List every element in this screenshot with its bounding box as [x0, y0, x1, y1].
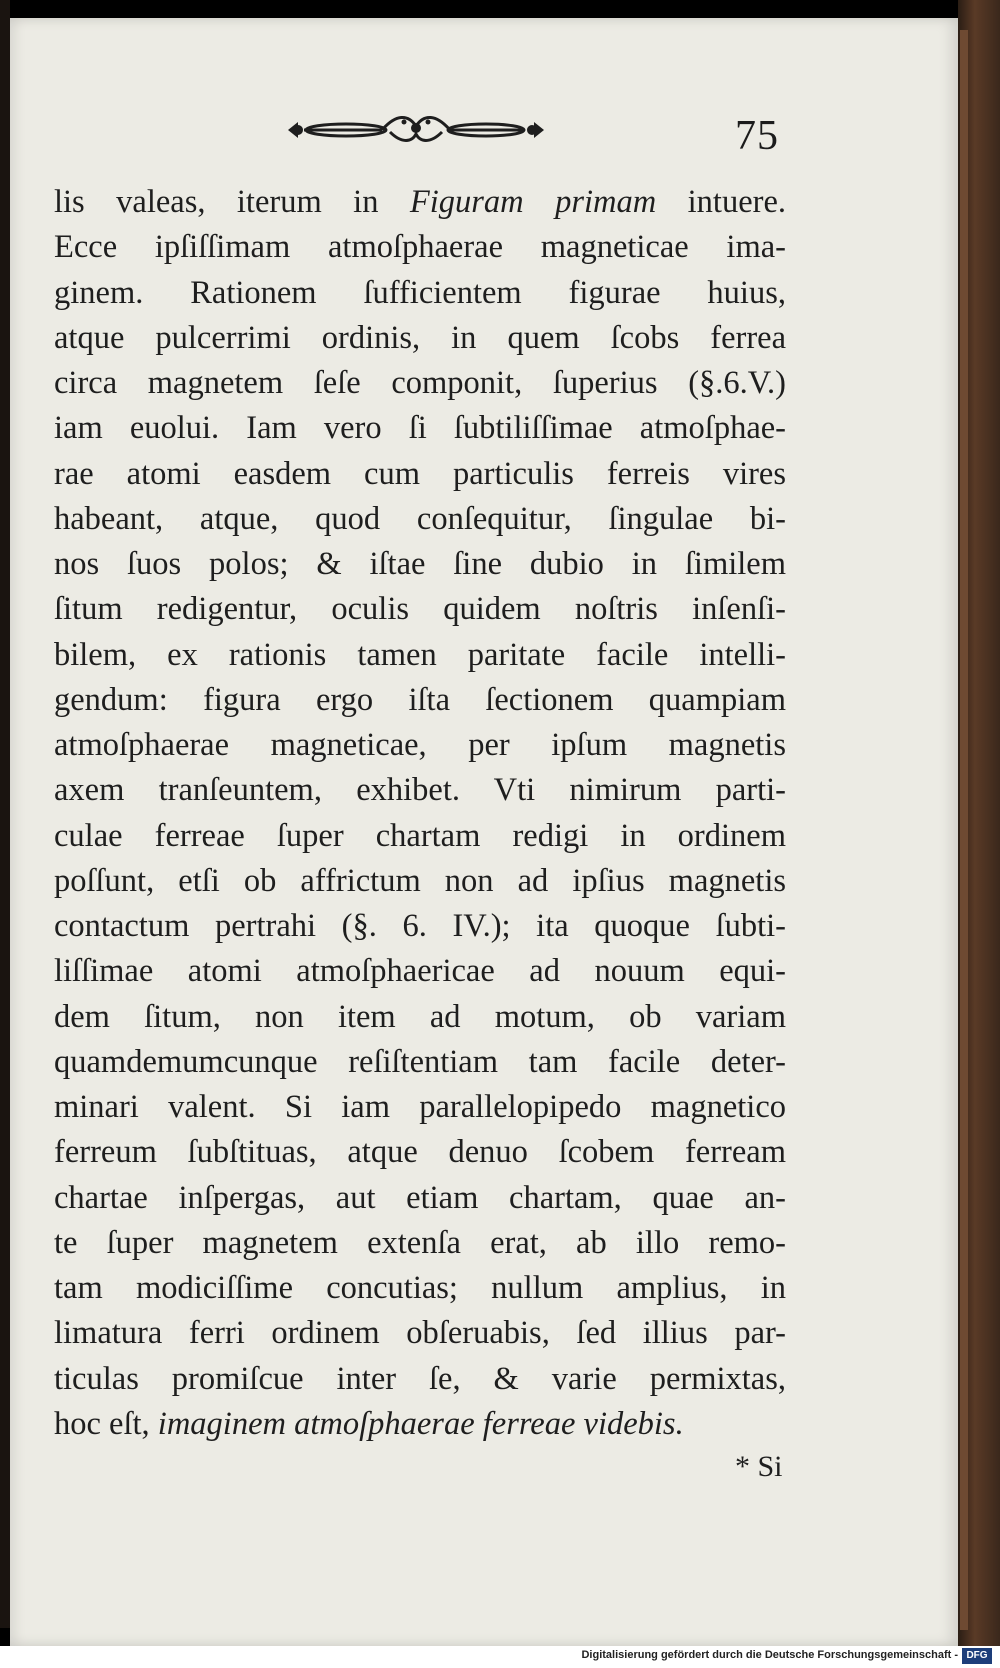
text-line: [54, 1176, 786, 1221]
text-line: [54, 452, 786, 497]
text-line: [54, 1266, 786, 1311]
text-line: [54, 723, 786, 768]
page-number: 75: [735, 113, 779, 159]
text-line: [54, 587, 786, 632]
text-line: [54, 949, 786, 994]
text-segment: culae ferreae ſuper chartam redigi in ordinem: [54, 817, 786, 854]
text-line: [54, 859, 786, 904]
text-segment: ſitum redigentur, oculis quidem noſtris inſenſi-: [54, 591, 786, 628]
text-segment: ferreum ſubſtituas, atque denuo ſcobem ferream: [54, 1134, 786, 1171]
text-segment: atque pulcerrimi ordinis, in quem ſcobs ferrea: [54, 319, 786, 356]
text-line: [54, 633, 786, 678]
text-segment: atmoſphaerae magneticae, per ipſum magnetis: [54, 727, 786, 763]
scan-left-edge: [0, 0, 10, 1628]
text-line: [54, 1221, 786, 1266]
text-line: [54, 1357, 786, 1402]
body-text: [54, 180, 786, 1447]
text-line: [54, 542, 786, 587]
text-line: [54, 904, 786, 949]
text-segment: tam modiciſſime concutias; nullum amplius, in: [54, 1270, 786, 1306]
text-segment: gendum: figura ergo iſta ſectionem quampiam: [54, 681, 786, 718]
text-line: [54, 180, 786, 225]
text-segment: minari valent. Si iam parallelopipedo magnetico: [54, 1089, 786, 1125]
text-line: [54, 1040, 786, 1085]
dfg-logo: DFG: [962, 1648, 992, 1664]
text-line: [54, 225, 786, 270]
text-segment: contactum pertrahi (§. 6. IV.); ita quoque ſubti-: [54, 908, 786, 944]
text-segment: ginem. Rationem ſufficientem figurae huius,: [54, 274, 786, 311]
italic-text: Figuram primam: [409, 184, 657, 220]
text-line: [54, 768, 786, 813]
text-line: [54, 1130, 786, 1175]
text-segment: circa magnetem ſeſe componit, ſuperius (§.6.V.): [54, 365, 786, 401]
text-segment: axem tranſeuntem, exhibet. Vti nimirum parti-: [54, 772, 786, 809]
text-line: [54, 406, 786, 451]
decorative-headpiece-ornament: [286, 110, 546, 150]
text-line: [54, 1311, 786, 1356]
text-segment: rae atomi easdem cum particulis ferreis vires: [54, 455, 786, 492]
digitization-credit: Digitalisierung gefördert durch die Deutsche Forschungsgemeinschaft -: [581, 1649, 958, 1661]
text-segment: lis valeas, iterum in: [54, 184, 410, 220]
text-line: [54, 361, 786, 406]
italic-text: imaginem atmoſphaerae ferreae videbis.: [157, 1405, 684, 1442]
text-line: [54, 497, 786, 542]
text-segment: te ſuper magnetem extenſa erat, ab illo remo-: [54, 1224, 786, 1261]
text-line: [54, 814, 786, 859]
text-segment: liſſimae atomi atmoſphaericae ad nouum equi-: [54, 953, 786, 990]
text-segment: limatura ferri ordinem obſeruabis, ſed illius par-: [54, 1315, 786, 1352]
text-line: [54, 995, 786, 1040]
text-segment: iam euolui. Iam vero ſi ſubtiliſſimae atmoſphae-: [54, 410, 786, 447]
book-binding-strip: [960, 30, 968, 1630]
text-segment: poſſunt, etſi ob affrictum non ad ipſius magnetis: [54, 862, 786, 899]
text-segment: quamdemumcunque reſiſtentiam tam facile deter-: [54, 1043, 786, 1080]
text-segment: Ecce ipſiſſimam atmoſphaerae magneticae ima-: [54, 229, 786, 266]
text-line: [54, 1402, 786, 1447]
text-line: [54, 678, 786, 723]
text-line: [54, 316, 786, 361]
text-segment: chartae inſpergas, aut etiam chartam, quae an-: [54, 1179, 786, 1216]
text-segment: ticulas promiſcue inter ſe, & varie permixtas,: [54, 1360, 786, 1397]
catchword: * Si: [735, 1450, 783, 1483]
text-segment: hoc eſt,: [54, 1405, 158, 1442]
text-line: [54, 1085, 786, 1130]
text-segment: dem ſitum, non item ad motum, ob variam: [54, 998, 786, 1035]
text-line: [54, 271, 786, 316]
text-segment: bilem, ex rationis tamen paritate facile intelli-: [54, 636, 786, 673]
text-segment: nos ſuos polos; & iſtae ſine dubio in ſimilem: [54, 546, 786, 582]
text-segment: habeant, atque, quod conſequitur, ſingulae bi-: [54, 500, 786, 537]
text-segment: intuere.: [656, 184, 786, 220]
